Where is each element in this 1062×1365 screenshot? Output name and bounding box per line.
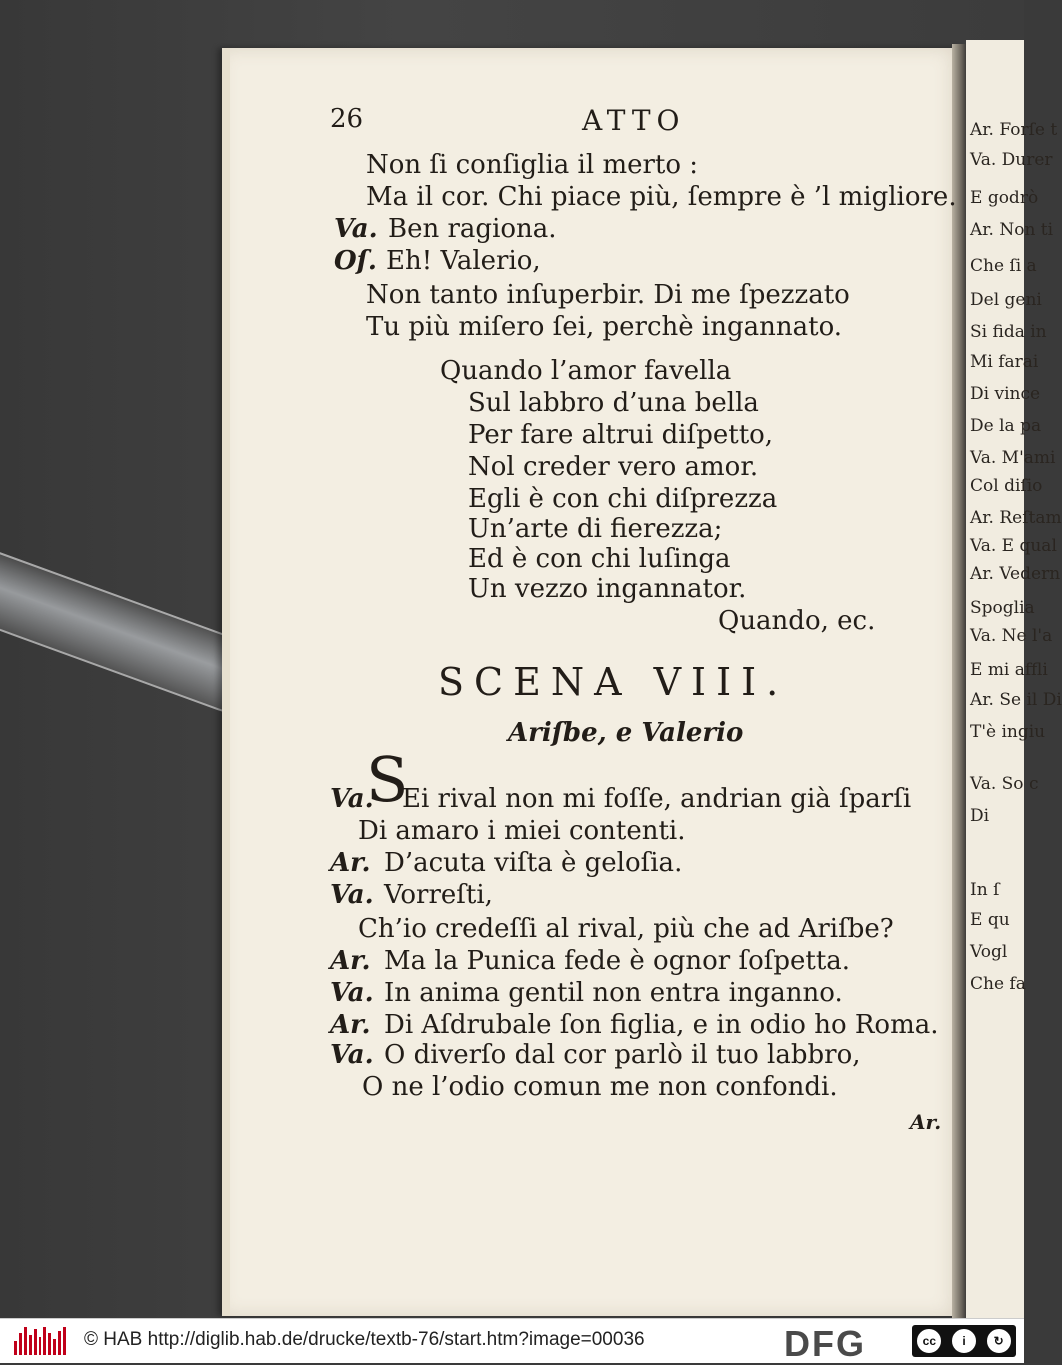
right-page-fragment: E qu <box>970 910 1010 930</box>
right-page-fragment: De la pa <box>970 416 1042 436</box>
verse-line: Non ſi conſiglia il merto : <box>366 150 699 180</box>
verse-line: Ei rival non mi foſſe, andrian già ſparſi <box>402 784 912 814</box>
verse-line: Non tanto inſuperbir. Di me ſpezzato <box>366 280 850 310</box>
aria-line: Sul labbro d’una bella <box>468 388 759 418</box>
cc-license-badge[interactable] <box>912 1325 1016 1357</box>
by-icon: i <box>952 1329 976 1353</box>
verse-line: Vorreſti, <box>384 880 493 910</box>
sa-icon: ↻ <box>987 1329 1011 1353</box>
speaker-label: Ar. <box>330 946 371 976</box>
verse-line: Eh! Valerio, <box>386 246 541 276</box>
aria-line: Per fare altrui diſpetto, <box>468 420 774 450</box>
scene-heading: SCENA VIII. <box>438 660 789 704</box>
right-page-fragment: Ar. Vedern <box>970 564 1061 584</box>
aria-line: Nol creder vero amor. <box>468 452 759 482</box>
right-page-fragment: Va. E qual <box>970 536 1057 556</box>
viewer-footer <box>0 1318 1024 1363</box>
running-title: ATTO <box>582 104 686 137</box>
cc-icon: cc <box>917 1329 941 1353</box>
right-page-fragment: Ar. Se il Di <box>970 690 1062 710</box>
verse-line: Ben ragiona. <box>388 214 557 244</box>
right-page-fragment: T'è ingiu <box>970 722 1046 742</box>
verse-line: Ma il cor. Chi piace più, ſempre è ’l migliore. <box>366 182 957 212</box>
right-page-fragment: E mi affli <box>970 660 1048 680</box>
right-page-fragment: Col diſio <box>970 476 1043 496</box>
speaker-label: Va. <box>330 978 374 1008</box>
verse-line: Ma la Punica fede è ognor ſoſpetta. <box>384 946 851 976</box>
aria-line: Un vezzo ingannator. <box>468 574 747 604</box>
verse-line: D’acuta viſta è geloſia. <box>384 848 683 878</box>
drop-cap: S <box>366 743 409 816</box>
right-page-fragment: Va. Durer <box>970 150 1053 170</box>
speaker-label: Ar. <box>330 1010 371 1040</box>
right-page-fragment: Mi farai <box>970 352 1039 372</box>
speaker-label: Va. <box>330 880 374 910</box>
right-page-fragment: E godrò <box>970 188 1039 208</box>
right-page-fragment: Di <box>970 806 990 826</box>
right-page-fragment: Va. M'ami <box>970 448 1056 468</box>
speaker-label: Va. <box>330 784 374 814</box>
catchword: Ar. <box>910 1110 942 1134</box>
aria-line: Quando l’amor favella <box>440 356 732 386</box>
book-page-right-fragment <box>966 40 1062 1318</box>
right-page-fragment: Del geni <box>970 290 1042 310</box>
verse-line: Tu più miſero ſei, perchè ingannato. <box>366 312 843 342</box>
speaker-label: Oſ. <box>334 246 377 276</box>
aria-line: Ed è con chi luſinga <box>468 544 731 574</box>
right-page-fragment: Va. Ne l'a <box>970 626 1053 646</box>
right-page-fragment: Ar. Forſe t <box>970 120 1058 140</box>
right-page-fragment: Ar. Non ti <box>970 220 1054 240</box>
verse-line: Di Aſdrubale ſon figlia, e in odio ho Roma. <box>384 1010 939 1040</box>
right-page-fragment: Vogl <box>970 942 1008 962</box>
right-page-fragment: In ſ <box>970 880 1000 900</box>
dfg-logo: DFG <box>784 1323 866 1364</box>
hab-logo-icon <box>14 1327 66 1355</box>
speaker-label: Va. <box>330 1040 374 1070</box>
verse-line: Di amaro i miei contenti. <box>358 816 686 846</box>
right-page-fragment: Di vince <box>970 384 1041 404</box>
aria-line: Un’arte di fierezza; <box>468 514 723 544</box>
page-number: 26 <box>330 104 364 134</box>
scene-cast: Ariſbe, e Valerio <box>508 718 744 748</box>
verse-line: O diverſo dal cor parlò il tuo labbro, <box>384 1040 861 1070</box>
right-page-fragment: Si fida in <box>970 322 1047 342</box>
speaker-label: Ar. <box>330 848 371 878</box>
verse-line: Ch’io credeſſi al rival, più che ad Ariſbe? <box>358 914 894 944</box>
verse-line: In anima gentil non entra inganno. <box>384 978 843 1008</box>
right-page-fragment: Ar. Reſtam <box>970 508 1062 528</box>
source-url-text[interactable]: © HAB http://diglib.hab.de/drucke/textb-76/start.htm?image=00036 <box>84 1329 645 1350</box>
aria-line: Egli è con chi diſprezza <box>468 484 778 514</box>
verse-line: O ne l’odio comun me non confondi. <box>362 1072 838 1102</box>
right-page-fragment: Spoglia <box>970 598 1035 618</box>
speaker-label: Va. <box>334 214 378 244</box>
right-page-fragment: Va. So c <box>970 774 1039 794</box>
right-page-fragment: Che ſi a <box>970 256 1037 276</box>
aria-cue: Quando, ec. <box>718 606 876 636</box>
right-page-fragment: Che fa <box>970 974 1026 994</box>
